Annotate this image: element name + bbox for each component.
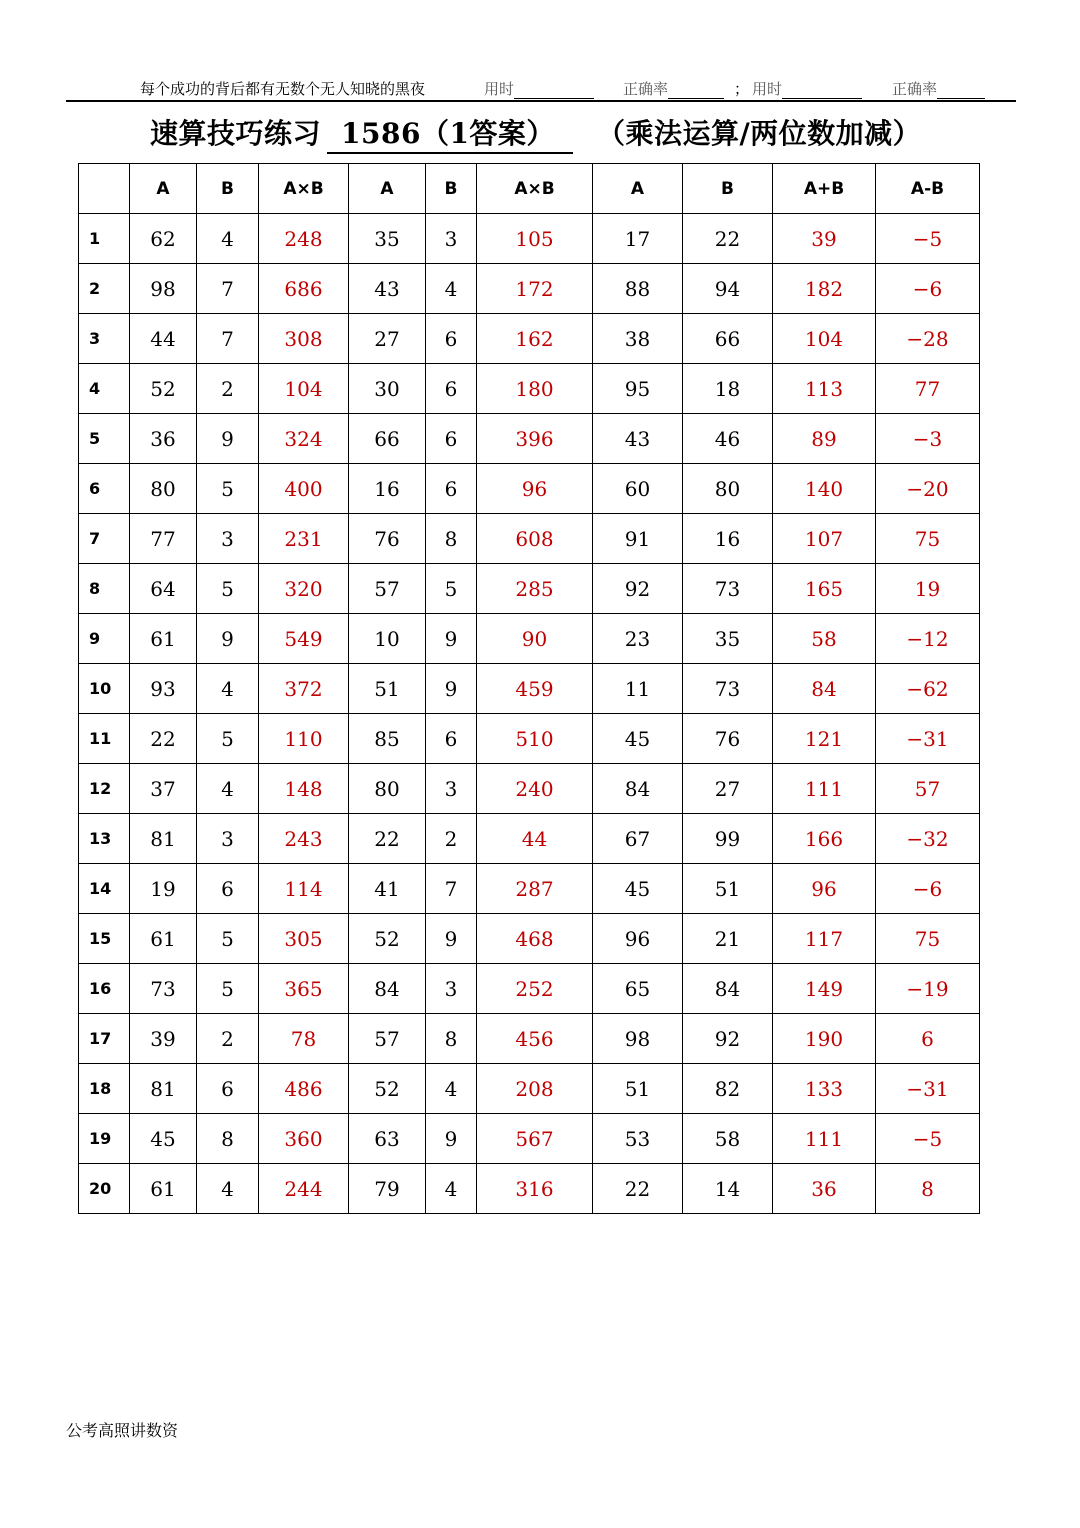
- table-cell: 94: [683, 264, 773, 314]
- table-cell: 84: [683, 964, 773, 1014]
- table-cell: 5: [197, 914, 259, 964]
- answer-cell: 149: [773, 964, 876, 1014]
- table-cell: 3: [197, 814, 259, 864]
- table-cell: 37: [130, 764, 197, 814]
- column-header: A: [349, 164, 426, 214]
- table-cell: 92: [593, 564, 683, 614]
- table-cell: 6: [197, 1064, 259, 1114]
- table-cell: 10: [349, 614, 426, 664]
- table-cell: 64: [130, 564, 197, 614]
- column-header: B: [426, 164, 477, 214]
- table-row: [79, 1164, 980, 1214]
- answer-cell: 360: [259, 1114, 349, 1164]
- table-cell: 95: [593, 364, 683, 414]
- answer-cell: 172: [477, 264, 593, 314]
- answer-cell: −5: [876, 214, 980, 264]
- answer-cell: 166: [773, 814, 876, 864]
- table-row: [79, 564, 980, 614]
- title-code: 1586（1答案）: [327, 112, 573, 154]
- table-cell: 22: [683, 214, 773, 264]
- page-title: [150, 112, 921, 154]
- answer-cell: 133: [773, 1064, 876, 1114]
- table-row: [79, 914, 980, 964]
- table-cell: 93: [130, 664, 197, 714]
- answer-cell: 84: [773, 664, 876, 714]
- answer-cell: −6: [876, 264, 980, 314]
- title-main: 速算技巧练习: [150, 117, 322, 150]
- table-cell: 22: [130, 714, 197, 764]
- table-row: [79, 614, 980, 664]
- table-cell: 16: [683, 514, 773, 564]
- answer-cell: 104: [773, 314, 876, 364]
- row-index: 16: [79, 964, 130, 1014]
- answer-cell: 8: [876, 1164, 980, 1214]
- table-cell: 84: [593, 764, 683, 814]
- table-cell: 7: [426, 864, 477, 914]
- answer-cell: 148: [259, 764, 349, 814]
- table-cell: 3: [197, 514, 259, 564]
- table-cell: 21: [683, 914, 773, 964]
- page-header: [66, 72, 1016, 102]
- row-index: 6: [79, 464, 130, 514]
- table-cell: 84: [349, 964, 426, 1014]
- table-row: [79, 1114, 980, 1164]
- answer-cell: 111: [773, 1114, 876, 1164]
- answer-cell: 105: [477, 214, 593, 264]
- answer-cell: 96: [477, 464, 593, 514]
- time-label-1: 用时: [484, 80, 515, 98]
- answer-cell: −32: [876, 814, 980, 864]
- answer-cell: 77: [876, 364, 980, 414]
- table-cell: 8: [426, 514, 477, 564]
- answer-cell: 608: [477, 514, 593, 564]
- column-header: A×B: [259, 164, 349, 214]
- answer-cell: −28: [876, 314, 980, 364]
- table-cell: 6: [426, 414, 477, 464]
- table-cell: 45: [130, 1114, 197, 1164]
- accuracy-field-2: [892, 78, 937, 99]
- answer-cell: 39: [773, 214, 876, 264]
- table-cell: 39: [130, 1014, 197, 1064]
- answer-cell: 107: [773, 514, 876, 564]
- answer-cell: 248: [259, 214, 349, 264]
- row-index: 20: [79, 1164, 130, 1214]
- answer-cell: 182: [773, 264, 876, 314]
- separator: ；: [734, 80, 750, 98]
- table-cell: 4: [197, 764, 259, 814]
- row-index: 11: [79, 714, 130, 764]
- table-cell: 18: [683, 364, 773, 414]
- table-cell: 9: [426, 914, 477, 964]
- table-cell: 4: [426, 1164, 477, 1214]
- answer-cell: −31: [876, 1064, 980, 1114]
- table-cell: 66: [349, 414, 426, 464]
- answer-cell: 90: [477, 614, 593, 664]
- table-cell: 30: [349, 364, 426, 414]
- column-header: B: [683, 164, 773, 214]
- row-index: 10: [79, 664, 130, 714]
- table-cell: 67: [593, 814, 683, 864]
- table-row: [79, 1014, 980, 1064]
- column-header: A: [130, 164, 197, 214]
- table-cell: 57: [349, 564, 426, 614]
- table-cell: 53: [593, 1114, 683, 1164]
- table-cell: 3: [426, 214, 477, 264]
- title-subtitle: （乘法运算/两位数加减）: [596, 117, 922, 150]
- table-cell: 66: [683, 314, 773, 364]
- table-cell: 5: [426, 564, 477, 614]
- table-cell: 99: [683, 814, 773, 864]
- answer-cell: −5: [876, 1114, 980, 1164]
- table-cell: 38: [593, 314, 683, 364]
- table-cell: 98: [130, 264, 197, 314]
- table-cell: 23: [593, 614, 683, 664]
- table-cell: 9: [197, 614, 259, 664]
- answer-cell: 305: [259, 914, 349, 964]
- answer-cell: 114: [259, 864, 349, 914]
- table-cell: 2: [426, 814, 477, 864]
- answer-cell: 287: [477, 864, 593, 914]
- accuracy-field-1: [623, 78, 668, 99]
- table-cell: 73: [130, 964, 197, 1014]
- table-cell: 35: [349, 214, 426, 264]
- row-index: 4: [79, 364, 130, 414]
- answer-cell: 75: [876, 914, 980, 964]
- table-cell: 88: [593, 264, 683, 314]
- table-cell: 76: [349, 514, 426, 564]
- table-row: [79, 814, 980, 864]
- answer-cell: 231: [259, 514, 349, 564]
- table-cell: 8: [197, 1114, 259, 1164]
- row-index: 15: [79, 914, 130, 964]
- table-cell: 2: [197, 1014, 259, 1064]
- answer-cell: 58: [773, 614, 876, 664]
- table-cell: 9: [197, 414, 259, 464]
- answer-cell: 140: [773, 464, 876, 514]
- table-cell: 9: [426, 1114, 477, 1164]
- table-cell: 3: [426, 764, 477, 814]
- accuracy-blank-1: [668, 84, 724, 99]
- answer-cell: −62: [876, 664, 980, 714]
- table-cell: 58: [683, 1114, 773, 1164]
- table-cell: 81: [130, 814, 197, 864]
- table-cell: 36: [130, 414, 197, 464]
- table-row: [79, 764, 980, 814]
- table-cell: 82: [683, 1064, 773, 1114]
- answer-cell: 396: [477, 414, 593, 464]
- row-index: 2: [79, 264, 130, 314]
- table-cell: 14: [683, 1164, 773, 1214]
- answer-cell: 456: [477, 1014, 593, 1064]
- answer-cell: 75: [876, 514, 980, 564]
- row-index: 7: [79, 514, 130, 564]
- table-cell: 2: [197, 364, 259, 414]
- answer-cell: 110: [259, 714, 349, 764]
- answer-cell: 208: [477, 1064, 593, 1114]
- motto-text: 每个成功的背后都有无数个无人知晓的黑夜: [140, 80, 426, 98]
- table-cell: 81: [130, 1064, 197, 1114]
- table-cell: 8: [426, 1014, 477, 1064]
- table-cell: 17: [593, 214, 683, 264]
- row-index: 19: [79, 1114, 130, 1164]
- answer-cell: 121: [773, 714, 876, 764]
- row-index: 5: [79, 414, 130, 464]
- answer-table: [78, 163, 980, 1214]
- table-row: [79, 864, 980, 914]
- table-cell: 77: [130, 514, 197, 564]
- answer-cell: 243: [259, 814, 349, 864]
- table-cell: 7: [197, 264, 259, 314]
- answer-cell: 36: [773, 1164, 876, 1214]
- answer-cell: 686: [259, 264, 349, 314]
- answer-cell: 468: [477, 914, 593, 964]
- column-header: [79, 164, 130, 214]
- row-index: 17: [79, 1014, 130, 1064]
- answer-cell: 316: [477, 1164, 593, 1214]
- row-index: 9: [79, 614, 130, 664]
- table-cell: 52: [130, 364, 197, 414]
- table-cell: 73: [683, 564, 773, 614]
- table-cell: 92: [683, 1014, 773, 1064]
- table-cell: 27: [349, 314, 426, 364]
- answer-cell: −31: [876, 714, 980, 764]
- answer-cell: −3: [876, 414, 980, 464]
- answer-cell: 240: [477, 764, 593, 814]
- table-row: [79, 264, 980, 314]
- table-cell: 16: [349, 464, 426, 514]
- table-row: [79, 1064, 980, 1114]
- table-cell: 3: [426, 964, 477, 1014]
- footer-text: 公考高照讲数资: [66, 1421, 179, 1440]
- table-row: [79, 364, 980, 414]
- table-cell: 46: [683, 414, 773, 464]
- row-index: 3: [79, 314, 130, 364]
- table-cell: 96: [593, 914, 683, 964]
- table-cell: 41: [349, 864, 426, 914]
- table-cell: 43: [349, 264, 426, 314]
- table-cell: 51: [593, 1064, 683, 1114]
- table-cell: 43: [593, 414, 683, 464]
- answer-cell: 510: [477, 714, 593, 764]
- answer-cell: −6: [876, 864, 980, 914]
- table-cell: 4: [197, 214, 259, 264]
- answer-cell: 44: [477, 814, 593, 864]
- time-field-2: [752, 78, 782, 99]
- table-row: [79, 314, 980, 364]
- table-cell: 80: [130, 464, 197, 514]
- table-cell: 79: [349, 1164, 426, 1214]
- answer-cell: −20: [876, 464, 980, 514]
- table-cell: 60: [593, 464, 683, 514]
- table-cell: 80: [349, 764, 426, 814]
- table-cell: 45: [593, 714, 683, 764]
- answer-cell: 96: [773, 864, 876, 914]
- table-cell: 6: [426, 364, 477, 414]
- table-cell: 52: [349, 1064, 426, 1114]
- time-label-2: 用时: [752, 80, 783, 98]
- row-index: 14: [79, 864, 130, 914]
- answer-cell: 117: [773, 914, 876, 964]
- answer-cell: 549: [259, 614, 349, 664]
- table-row: [79, 214, 980, 264]
- answer-cell: −12: [876, 614, 980, 664]
- column-header: A×B: [477, 164, 593, 214]
- table-cell: 51: [349, 664, 426, 714]
- table-row: [79, 664, 980, 714]
- table-cell: 51: [683, 864, 773, 914]
- answer-cell: 459: [477, 664, 593, 714]
- answer-cell: 285: [477, 564, 593, 614]
- table-row: [79, 964, 980, 1014]
- answer-cell: 57: [876, 764, 980, 814]
- table-cell: 61: [130, 614, 197, 664]
- answer-cell: 78: [259, 1014, 349, 1064]
- answer-cell: 113: [773, 364, 876, 414]
- table-cell: 65: [593, 964, 683, 1014]
- table-cell: 76: [683, 714, 773, 764]
- answer-cell: 89: [773, 414, 876, 464]
- table-cell: 11: [593, 664, 683, 714]
- table-cell: 61: [130, 1164, 197, 1214]
- answer-cell: 104: [259, 364, 349, 414]
- answer-cell: 165: [773, 564, 876, 614]
- column-header: B: [197, 164, 259, 214]
- table-cell: 85: [349, 714, 426, 764]
- table-cell: 6: [426, 714, 477, 764]
- table-cell: 4: [426, 1064, 477, 1114]
- table-cell: 52: [349, 914, 426, 964]
- accuracy-label-1: 正确率: [623, 80, 669, 98]
- time-blank-2: [782, 84, 862, 99]
- table-header-row: [79, 164, 980, 214]
- table-cell: 35: [683, 614, 773, 664]
- row-index: 1: [79, 214, 130, 264]
- accuracy-blank-2: [937, 84, 985, 99]
- table-cell: 80: [683, 464, 773, 514]
- answer-cell: 244: [259, 1164, 349, 1214]
- answer-cell: 111: [773, 764, 876, 814]
- row-index: 8: [79, 564, 130, 614]
- answer-cell: 252: [477, 964, 593, 1014]
- table-row: [79, 714, 980, 764]
- table-row: [79, 464, 980, 514]
- row-index: 18: [79, 1064, 130, 1114]
- table-cell: 5: [197, 714, 259, 764]
- row-index: 12: [79, 764, 130, 814]
- column-header: A-B: [876, 164, 980, 214]
- table-cell: 62: [130, 214, 197, 264]
- time-field-1: [484, 78, 514, 99]
- table-cell: 4: [197, 664, 259, 714]
- table-cell: 4: [426, 264, 477, 314]
- table-cell: 22: [349, 814, 426, 864]
- answer-cell: 567: [477, 1114, 593, 1164]
- table-cell: 19: [130, 864, 197, 914]
- table-cell: 61: [130, 914, 197, 964]
- table-cell: 57: [349, 1014, 426, 1064]
- table-cell: 98: [593, 1014, 683, 1064]
- table-cell: 73: [683, 664, 773, 714]
- table-cell: 5: [197, 564, 259, 614]
- time-blank-1: [514, 84, 594, 99]
- column-header: A+B: [773, 164, 876, 214]
- table-cell: 45: [593, 864, 683, 914]
- answer-cell: 162: [477, 314, 593, 364]
- answer-cell: 190: [773, 1014, 876, 1064]
- table-cell: 9: [426, 614, 477, 664]
- answer-cell: 324: [259, 414, 349, 464]
- accuracy-label-2: 正确率: [892, 80, 938, 98]
- row-index: 13: [79, 814, 130, 864]
- table-cell: 63: [349, 1114, 426, 1164]
- table-cell: 4: [197, 1164, 259, 1214]
- table-cell: 44: [130, 314, 197, 364]
- answer-cell: 19: [876, 564, 980, 614]
- answer-cell: 6: [876, 1014, 980, 1064]
- answer-cell: 486: [259, 1064, 349, 1114]
- table-cell: 5: [197, 964, 259, 1014]
- table-row: [79, 414, 980, 464]
- table-cell: 6: [197, 864, 259, 914]
- answer-cell: 372: [259, 664, 349, 714]
- table-cell: 6: [426, 464, 477, 514]
- table-body: [79, 214, 980, 1214]
- answer-cell: 180: [477, 364, 593, 414]
- table-cell: 9: [426, 664, 477, 714]
- table-cell: 5: [197, 464, 259, 514]
- answer-cell: −19: [876, 964, 980, 1014]
- table-row: [79, 514, 980, 564]
- table-cell: 91: [593, 514, 683, 564]
- answer-cell: 308: [259, 314, 349, 364]
- table-cell: 7: [197, 314, 259, 364]
- answer-cell: 365: [259, 964, 349, 1014]
- table-cell: 6: [426, 314, 477, 364]
- table-cell: 22: [593, 1164, 683, 1214]
- answer-cell: 320: [259, 564, 349, 614]
- column-header: A: [593, 164, 683, 214]
- table-cell: 27: [683, 764, 773, 814]
- answer-cell: 400: [259, 464, 349, 514]
